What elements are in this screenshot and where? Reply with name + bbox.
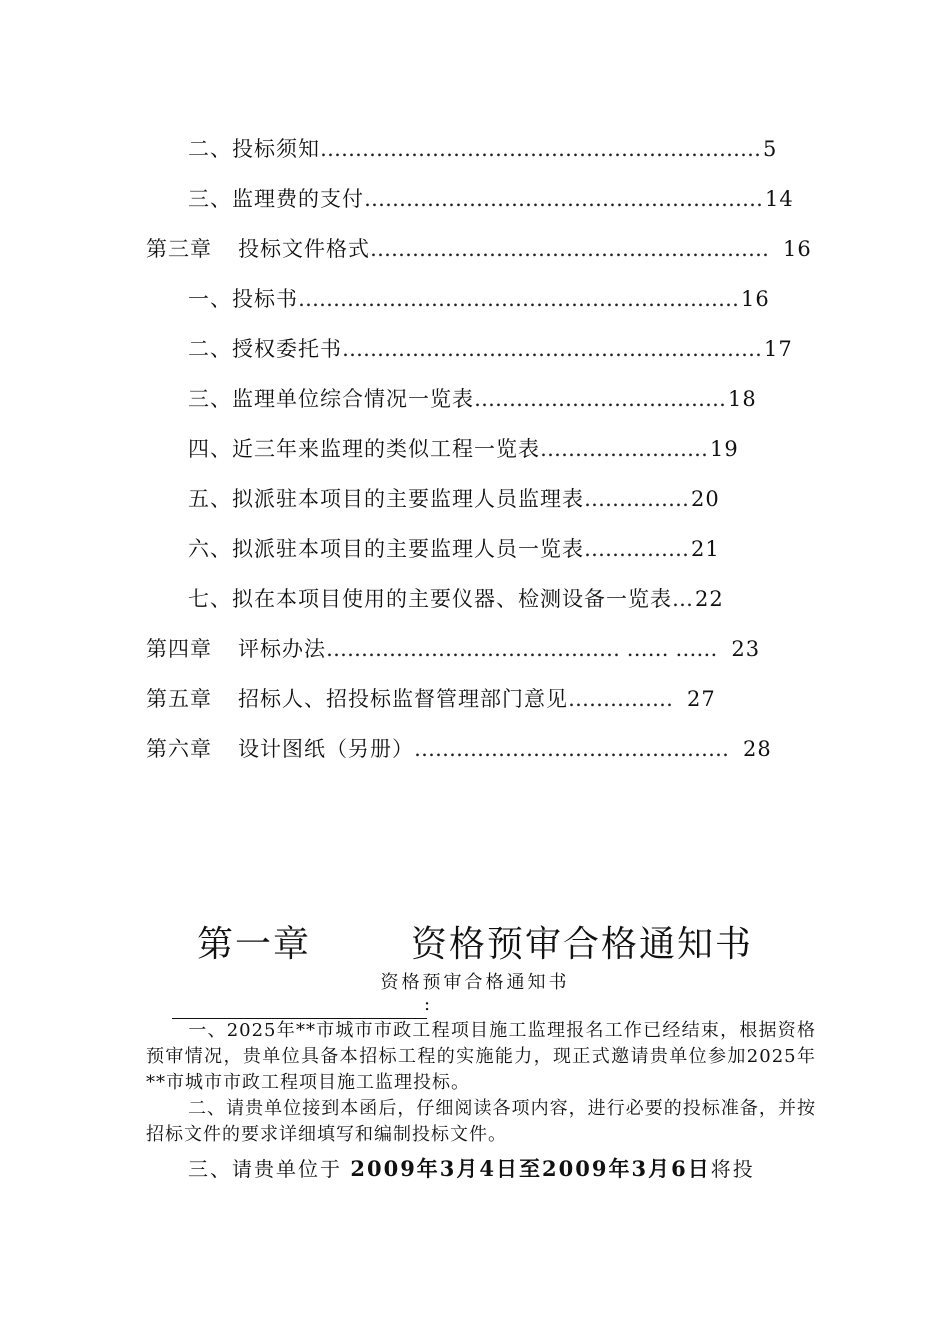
toc-chapter-entry[interactable] — [146, 684, 716, 714]
toc-leader-dots: ………………………………………………… — [364, 187, 763, 211]
toc-chapter-number: 第四章 — [146, 637, 212, 661]
submission-dates: 2009年3月4日至2009年3月6日 — [350, 1156, 711, 1181]
toc-chapter-entry[interactable] — [146, 634, 760, 664]
toc-entry-label: 三、监理单位综合情况一览表 — [188, 387, 474, 411]
recipient-blank-line — [172, 1000, 427, 1019]
toc-leader-dots: …………… — [584, 537, 689, 561]
toc-entry[interactable] — [188, 334, 793, 364]
toc-leader-dots: …………………………………… …… …… — [326, 637, 718, 661]
toc-entry[interactable] — [188, 484, 720, 514]
toc-entry-label: 六、拟派驻本项目的主要监理人员一览表 — [188, 537, 584, 561]
toc-page-number: 16 — [741, 287, 770, 311]
toc-chapter-title: 投标文件格式 — [238, 237, 370, 261]
toc-chapter-number: 第三章 — [146, 237, 212, 261]
notice-paragraph-last — [188, 1154, 755, 1184]
toc-leader-dots: ……………………………………………………… — [298, 287, 739, 311]
toc-entry-label: 三、监理费的支付 — [188, 187, 364, 211]
toc-leader-dots: ………………………………………………… — [370, 237, 769, 261]
toc-entry[interactable] — [188, 134, 777, 164]
last-line-prefix: 三、请贵单位于 — [188, 1157, 342, 1181]
toc-page-number: 5 — [763, 137, 778, 161]
toc-page-number: 14 — [765, 187, 794, 211]
toc-page-number: 27 — [687, 687, 716, 711]
toc-entry-label: 二、授权委托书 — [188, 337, 342, 361]
toc-chapter-number: 第五章 — [146, 687, 212, 711]
toc-entry-label: 一、投标书 — [188, 287, 298, 311]
chapter-heading — [0, 922, 950, 968]
toc-leader-dots: ……………………………… — [474, 387, 726, 411]
toc-entry[interactable] — [188, 184, 794, 214]
toc-entry[interactable] — [188, 584, 724, 614]
toc-chapter-entry[interactable] — [146, 234, 812, 264]
toc-leader-dots: ……………………………………………………… — [320, 137, 761, 161]
toc-page-number: 22 — [695, 587, 724, 611]
toc-entry-label: 五、拟派驻本项目的主要监理人员监理表 — [188, 487, 584, 511]
toc-chapter-title: 招标人、招投标监督管理部门意见 — [238, 687, 568, 711]
toc-entry-label: 四、近三年来监理的类似工程一览表 — [188, 437, 540, 461]
paragraph-text: 二、请贵单位接到本函后，仔细阅读各项内容，进行必要的投标准备，并按招标文件的要求详细填写和编制投标文件。 — [146, 1098, 816, 1145]
notice-subtitle: 资格预审合格通知书 — [380, 972, 570, 993]
toc-entry[interactable] — [188, 534, 720, 564]
toc-leader-dots: …………………………………………………… — [342, 337, 762, 361]
toc-entry[interactable] — [188, 284, 770, 314]
toc-leader-dots: … — [672, 587, 693, 611]
toc-leader-dots: …………… — [584, 487, 689, 511]
toc-chapter-entry[interactable] — [146, 734, 772, 764]
toc-leader-dots: …………………… — [540, 437, 708, 461]
toc-chapter-title: 评标办法 — [238, 637, 326, 661]
notice-paragraph — [146, 1018, 816, 1096]
toc-page-number: 21 — [691, 537, 720, 561]
recipient-colon: : — [424, 994, 431, 1015]
paragraph-text: 一、2025年**市城市市政工程项目施工监理报名工作已经结束，根据资格预审情况，贵单位具备本招标工程的实施能力，现正式邀请贵单位参加2025年**市城市市政工程项目施工监理投标。 — [146, 1020, 816, 1093]
toc-chapter-number: 第六章 — [146, 737, 212, 761]
toc-leader-dots: ……………………………………… — [414, 737, 729, 761]
chapter-number: 第一章 — [196, 924, 311, 965]
toc-page-number: 16 — [783, 237, 812, 261]
chapter-title: 资格预审合格通知书 — [411, 924, 754, 965]
last-line-suffix: 将投 — [710, 1157, 755, 1181]
toc-entry[interactable] — [188, 434, 739, 464]
toc-chapter-title: 设计图纸（另册） — [238, 737, 414, 761]
toc-entry-label: 七、拟在本项目使用的主要仪器、检测设备一览表 — [188, 587, 672, 611]
toc-page-number: 19 — [710, 437, 739, 461]
toc-page-number: 23 — [731, 637, 761, 661]
toc-leader-dots: …………… — [568, 687, 673, 711]
toc-page-number: 17 — [764, 337, 793, 361]
toc-page-number: 28 — [743, 737, 772, 761]
toc-entry[interactable] — [188, 384, 757, 414]
notice-paragraph — [146, 1096, 816, 1148]
toc-page-number: 20 — [691, 487, 720, 511]
toc-entry-label: 二、投标须知 — [188, 137, 320, 161]
toc-page-number: 18 — [728, 387, 757, 411]
